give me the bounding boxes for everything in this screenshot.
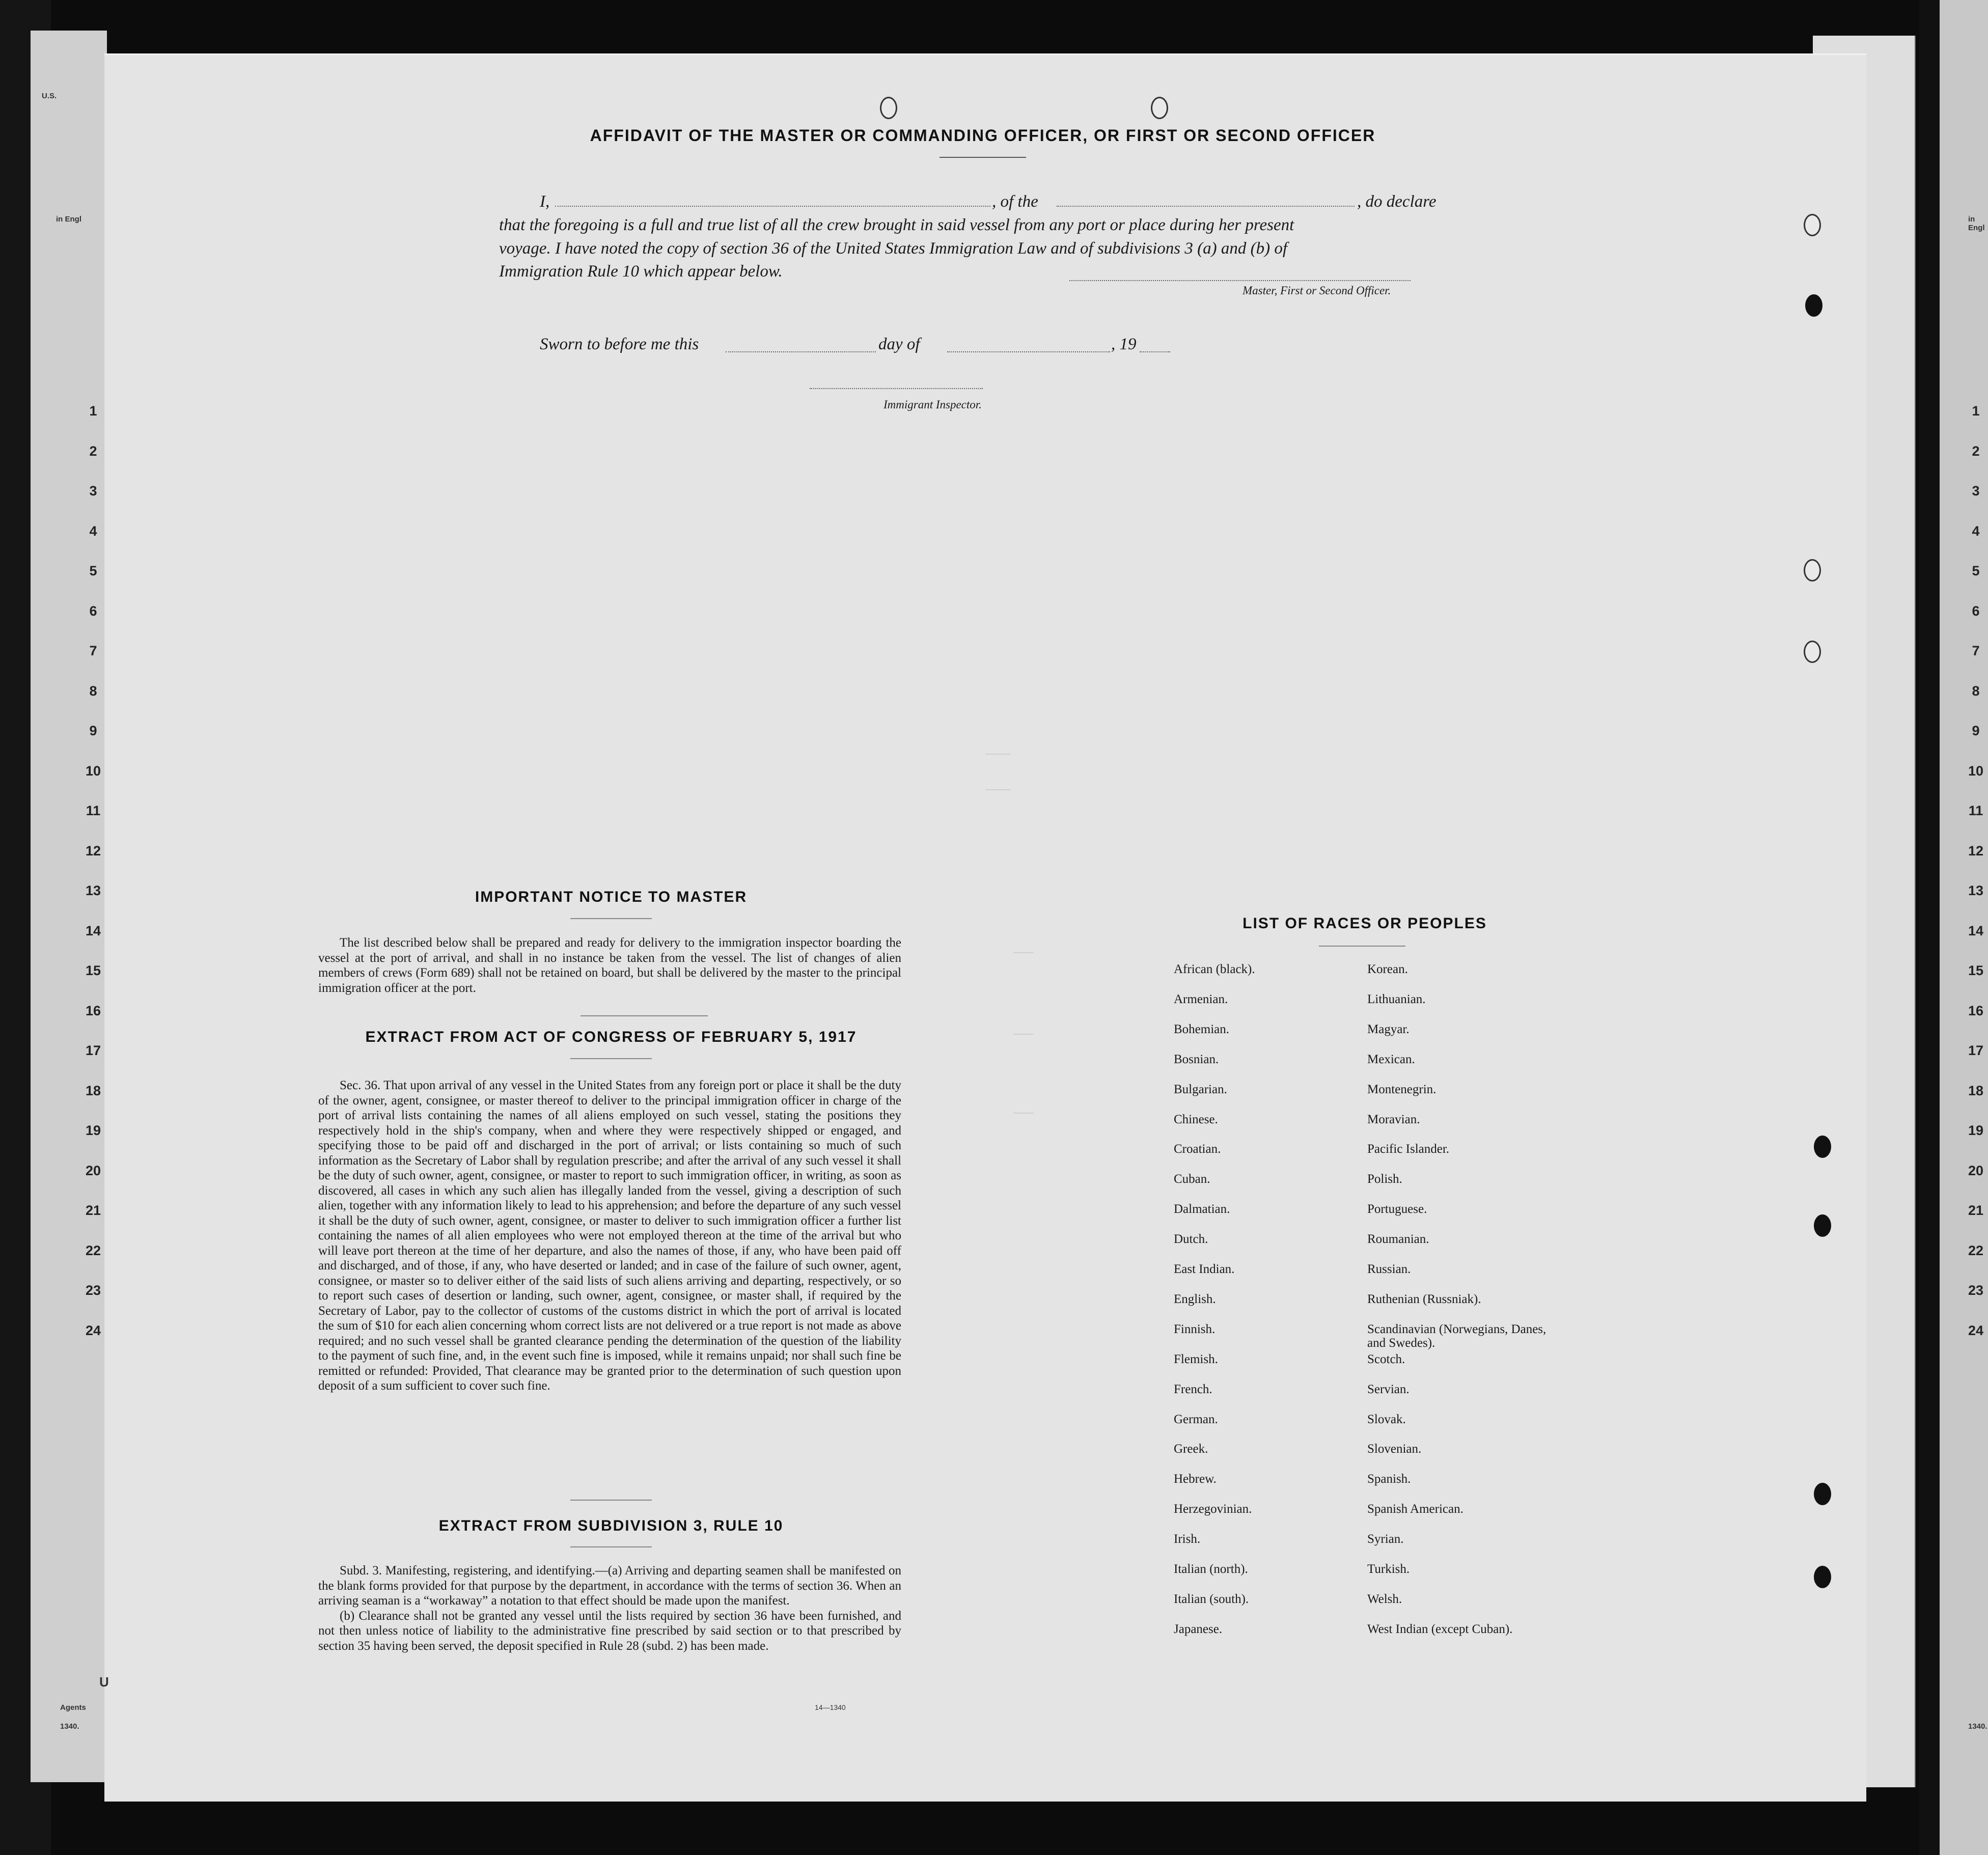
- row-number: 19: [1968, 1123, 1984, 1138]
- row-number: 3: [89, 483, 97, 499]
- act-section-36: Sec. 36. That upon arrival of any vessel in the United States from any foreign port or place it shall be the duty of the owner, agent, consignee, or master thereof to deliver to the principal immigration officer in charge of the port of arrival lists containing the names of all aliens employed on such vessel, stating the positions they respectively hold in the ship's company, when and where they were respectively shipped or engaged, and specifying those to be paid off and discharged in the port of arrival; or lists containing so much of such information as the Secretary of Labor shall by regulation prescribe; and after the arrival of any such vessel it shall be the duty of such owner, agent, consignee, or master to report to such immigration officer, in writing, as soon as discovered, all cases in which any such alien has illegally landed from the vessel, giving a description of such alien, together with any information likely to lead to his apprehension; and before the departure of any such vessel it shall be the duty of such owner, agent, consignee, or master to deliver to such immigration officer a further list containing the names of all alien employees who were not employed thereon at the time of the arrival but who will leave port thereon at the time of her departure, and also the names of those, if any, who have been paid off and discharged, and of those, if any, who have deserted or landed; and in case of the failure of such owner, agent, consignee, or master so to deliver either of the said lists of such aliens arriving and departing, respectively, or so to report such cases of desertion or landing, such owner, agent, consignee, or master shall, if required by the Secretary of Labor, pay to the collector of customs of the customs district in which the port of arrival is located the sum of $10 for each alien concerning whom correct lists are not delivered or a true report is not made as above required; and no such vessel shall be granted clearance pending the determination of the question of the liability to the payment of such fine, and, in the event such fine is imposed, while it remains unpaid; nor shall such fine be remitted or refunded: Provided, That clearance may be granted prior to the determination of such question upon deposit of a sum sufficient to cover such fine.: [318, 1078, 901, 1393]
- race-item: Bosnian.: [1174, 1052, 1219, 1066]
- title-rule: [940, 157, 1026, 158]
- race-item: Welsh.: [1367, 1592, 1402, 1606]
- document-page: [104, 53, 1866, 1802]
- row-number: 19: [85, 1123, 101, 1138]
- sworn-year: , 19: [1111, 335, 1137, 353]
- row-number: 4: [89, 523, 97, 539]
- race-item: Mexican.: [1367, 1052, 1415, 1066]
- notice-rule: [570, 918, 652, 919]
- races-title: LIST OF RACES OR PEOPLES: [1242, 915, 1487, 932]
- punch-hole: [1814, 1566, 1831, 1588]
- rule-rule: [570, 1546, 652, 1547]
- row-number: 2: [1972, 443, 1980, 459]
- margin-label-1340: 1340.: [60, 1722, 79, 1731]
- race-item: Lithuanian.: [1367, 992, 1426, 1006]
- row-number: 17: [1968, 1043, 1984, 1058]
- margin-label-right-1340: 1340.: [1968, 1722, 1987, 1731]
- sworn-day-of: day of: [878, 335, 920, 353]
- act-extract-title: EXTRACT FROM ACT OF CONGRESS OF FEBRUARY 5, 1917: [365, 1029, 857, 1045]
- inspector-signature-line: [810, 388, 983, 389]
- race-item: Ruthenian (Russniak).: [1367, 1292, 1481, 1306]
- row-number: 13: [85, 883, 101, 898]
- race-item: Italian (south).: [1174, 1592, 1249, 1606]
- inspector-label: Immigrant Inspector.: [883, 398, 982, 411]
- race-item: Spanish.: [1367, 1472, 1411, 1486]
- race-item: Armenian.: [1174, 992, 1228, 1006]
- races-rule: [1319, 946, 1405, 947]
- margin-label-right-in-engl: in Engl: [1968, 215, 1985, 232]
- row-number: 1: [89, 403, 97, 419]
- row-number: 1: [1972, 403, 1980, 419]
- row-number: 16: [1968, 1003, 1984, 1018]
- row-number: 9: [89, 723, 97, 738]
- act-extract-text: [318, 1078, 901, 1394]
- race-item: Russian.: [1367, 1262, 1411, 1276]
- row-number: 16: [85, 1003, 101, 1018]
- show-through-mark: [1013, 1034, 1034, 1035]
- race-item: Italian (north).: [1174, 1562, 1248, 1576]
- notice-end-rule: [581, 1015, 708, 1016]
- sworn-day-blank: [726, 351, 876, 352]
- row-number: 23: [1968, 1283, 1984, 1298]
- margin-label-us: U.S.: [42, 92, 57, 100]
- row-number: 20: [85, 1162, 101, 1178]
- race-item: West Indian (except Cuban).: [1367, 1622, 1513, 1636]
- punch-hole: [880, 97, 897, 119]
- row-number: 24: [1968, 1322, 1984, 1338]
- show-through-mark: [1013, 1113, 1034, 1114]
- master-signature-line: [1069, 280, 1411, 281]
- race-item: Korean.: [1367, 962, 1408, 976]
- row-number: 18: [85, 1083, 101, 1098]
- form-number: 14—1340: [815, 1703, 846, 1711]
- race-item: Moravian.: [1367, 1112, 1420, 1126]
- row-number: 24: [85, 1322, 101, 1338]
- row-number: 6: [1972, 603, 1980, 619]
- race-item: Croatian.: [1174, 1142, 1221, 1156]
- show-through-mark: [985, 789, 1011, 790]
- race-item: East Indian.: [1174, 1262, 1235, 1276]
- race-item: Scotch.: [1367, 1352, 1405, 1366]
- row-number: 5: [1972, 563, 1980, 578]
- underlying-page-left: [31, 31, 107, 1782]
- notice-title: IMPORTANT NOTICE TO MASTER: [475, 889, 748, 905]
- rule-paragraph-a: Subd. 3. Manifesting, registering, and identifying.—(a) Arriving and departing seamen shall be manifested on the blank forms provided for that purpose by the department, in accordance with the terms of section 36. When an arriving seaman is a “workaway” a notation to that effect should be made upon the manifest.: [318, 1564, 901, 1608]
- rule-extract-title: EXTRACT FROM SUBDIVISION 3, RULE 10: [438, 1517, 784, 1534]
- race-item: Hebrew.: [1174, 1472, 1217, 1486]
- row-number: 12: [85, 843, 101, 859]
- rule-paragraph-b: (b) Clearance shall not be granted any vessel until the lists required by section 36 have been furnished, and not then unless notice of liability to the administrative fine prescribed by said section or to that prescribed by section 35 having been served, the deposit specified in Rule 28 (subd. 2) has been made.: [318, 1609, 901, 1653]
- row-number: 11: [86, 803, 101, 818]
- scan-right-gap: [1919, 0, 1940, 1855]
- notice-text: [318, 935, 901, 995]
- row-number: 12: [1968, 843, 1984, 859]
- show-through-mark: [985, 754, 1011, 755]
- punch-hole: [1151, 97, 1168, 119]
- row-number: 8: [89, 683, 97, 699]
- race-item: Montenegrin.: [1367, 1082, 1437, 1096]
- race-item: Portuguese.: [1367, 1202, 1427, 1216]
- race-item: Servian.: [1367, 1382, 1410, 1396]
- row-number: 11: [1968, 803, 1983, 818]
- race-item: Greek.: [1174, 1442, 1208, 1456]
- race-item: German.: [1174, 1412, 1218, 1426]
- race-item: Magyar.: [1367, 1022, 1410, 1036]
- affidavit-of-the: , of the: [992, 192, 1038, 211]
- affidavit-line-4: Immigration Rule 10 which appear below.: [499, 262, 783, 281]
- punch-hole: [1805, 294, 1823, 317]
- race-item: Slovenian.: [1367, 1442, 1422, 1456]
- row-number: 7: [1972, 643, 1980, 658]
- row-number: 3: [1972, 483, 1980, 499]
- row-number: 14: [85, 923, 101, 938]
- row-number: 22: [1968, 1242, 1984, 1258]
- row-number: 6: [89, 603, 97, 619]
- row-number: 23: [85, 1283, 101, 1298]
- row-number: 5: [89, 563, 97, 578]
- margin-label-in-engl: in Engl: [56, 215, 81, 224]
- punch-hole: [1814, 1214, 1831, 1237]
- row-number: 4: [1972, 523, 1980, 539]
- race-item: French.: [1174, 1382, 1212, 1396]
- race-item: Irish.: [1174, 1532, 1201, 1546]
- race-item: Dutch.: [1174, 1232, 1208, 1247]
- punch-hole: [1814, 1136, 1831, 1158]
- row-number: 13: [1968, 883, 1984, 898]
- act-end-rule: [570, 1500, 652, 1501]
- row-number: 10: [1968, 763, 1984, 779]
- show-through-mark: [1013, 952, 1034, 953]
- sworn-year-blank: [1140, 351, 1170, 352]
- race-item: Pacific Islander.: [1367, 1142, 1450, 1156]
- punch-hole: [1804, 214, 1821, 236]
- race-item: Finnish.: [1174, 1322, 1216, 1336]
- row-number: 15: [85, 963, 101, 978]
- race-item: Dalmatian.: [1174, 1202, 1230, 1216]
- row-number: 2: [89, 443, 97, 459]
- punch-hole: [1804, 641, 1821, 663]
- margin-label-agents: Agents: [60, 1703, 86, 1712]
- sworn-month-blank: [947, 351, 1110, 352]
- vessel-blank: [1057, 206, 1355, 207]
- race-item: Herzegovinian.: [1174, 1502, 1252, 1516]
- race-item: Flemish.: [1174, 1352, 1218, 1366]
- race-item: Roumanian.: [1367, 1232, 1429, 1247]
- race-item: Syrian.: [1367, 1532, 1404, 1546]
- row-number: 7: [89, 643, 97, 658]
- race-item: Bohemian.: [1174, 1022, 1230, 1036]
- race-item: Chinese.: [1174, 1112, 1218, 1126]
- rule-extract-text: [318, 1563, 901, 1653]
- race-item: African (black).: [1174, 962, 1255, 976]
- affidavit-declare: , do declare: [1357, 192, 1437, 211]
- affidavit-title: AFFIDAVIT OF THE MASTER OR COMMANDING OFFICER, OR FIRST OR SECOND OFFICER: [590, 126, 1376, 145]
- row-number: 8: [1972, 683, 1980, 699]
- race-item: English.: [1174, 1292, 1216, 1306]
- row-number: 18: [1968, 1083, 1984, 1098]
- race-item: Slovak.: [1367, 1412, 1406, 1426]
- affidavit-line-2: that the foregoing is a full and true list of all the crew brought in said vessel from any port or place during her present: [499, 216, 1294, 234]
- row-number: 20: [1968, 1162, 1984, 1178]
- row-number: 21: [85, 1203, 101, 1218]
- sworn-prefix: Sworn to before me this: [540, 335, 699, 353]
- row-number: 15: [1968, 963, 1984, 978]
- race-item: Japanese.: [1174, 1622, 1223, 1636]
- punch-hole: [1814, 1483, 1831, 1505]
- race-item: Cuban.: [1174, 1172, 1210, 1186]
- act-rule: [570, 1058, 652, 1059]
- row-number: 9: [1972, 723, 1980, 738]
- row-number: 22: [85, 1242, 101, 1258]
- row-number: 17: [85, 1043, 101, 1058]
- race-item: Spanish American.: [1367, 1502, 1464, 1516]
- row-number: 10: [85, 763, 101, 779]
- notice-paragraph: The list described below shall be prepared and ready for delivery to the immigration inspector boarding the vessel at the port of arrival, and shall in no instance be taken from the vessel. The list of changes of alien members of crews (Form 689) shall not be retained on board, but shall be delivered by the master to the principal immigration officer at the port.: [318, 936, 901, 995]
- row-number: 21: [1968, 1203, 1984, 1218]
- affidavit-i: I,: [540, 192, 550, 211]
- master-signature-label: Master, First or Second Officer.: [1242, 284, 1391, 297]
- row-number: 14: [1968, 923, 1984, 938]
- punch-hole: [1804, 559, 1821, 582]
- name-blank: [555, 206, 990, 207]
- race-item: Scandinavian (Norwegians, Danes, and Swedes).: [1367, 1322, 1547, 1350]
- race-item: Turkish.: [1367, 1562, 1410, 1576]
- affidavit-line-3: voyage. I have noted the copy of section 36 of the United States Immigration Law and of subdivisions 3 (a) and (b) of: [499, 239, 1288, 258]
- margin-label-u: U: [99, 1674, 109, 1690]
- race-item: Bulgarian.: [1174, 1082, 1227, 1096]
- race-item: Polish.: [1367, 1172, 1402, 1186]
